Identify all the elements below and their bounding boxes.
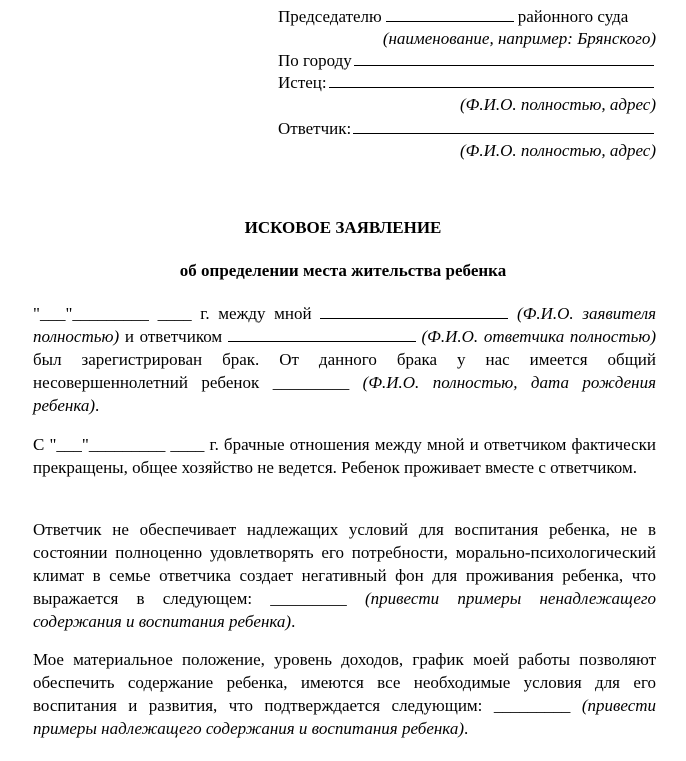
paragraph-defendant-conditions [33,518,656,633]
chair-suffix: районного суда [517,7,629,26]
p4-text-2: . [464,719,469,738]
p1-text-4: . [95,396,100,415]
p4-text-1: Мое материальное положение, уровень доходов, график моей работы позволяют обеспечить содержание ребенка, имеются все необходимые условия для его воспитания и развития, что подтверждается следующим: _________ [33,650,656,715]
p1-hint-1: (Ф.И.О. заявителя полностью) [33,304,657,346]
city-blank [354,51,654,66]
p4-hint-1: (привести примеры надлежащего содержания и воспитания ребенка) [33,696,657,738]
p2-text: С "___"_________ ____ г. брачные отношения между мной и ответчиком фактически прекращены, общее хозяйство не ведется. Ребенок проживает вместе с ответчиком. [33,435,656,477]
plaintiff-line [278,71,656,93]
defendant-label: Ответчик: [278,119,352,138]
p3-text-2: . [291,612,296,631]
p1-hint-2: (Ф.И.О. ответчика полностью) [421,327,657,346]
p1-text-1: "___"_________ ____ г. между мной [33,304,312,323]
paragraph-plaintiff-conditions [33,648,656,740]
p1-text-2: и ответчиком [124,327,223,346]
plaintiff-blank [329,73,654,88]
defendant-line [278,117,656,139]
paragraph-marriage [33,302,656,417]
p3-hint-1: (привести примеры ненадлежащего содержания и воспитания ребенка) [33,589,656,631]
city-label: По городу [278,51,352,70]
court-hint: (наименование, например: Брянского) [382,29,656,48]
p1-hint-3: (Ф.И.О. полностью, дата рождения ребенка) [33,373,656,415]
court-name-blank [386,7,514,22]
defendant-hint: (Ф.И.О. полностью, адрес) [460,141,656,160]
document-subtitle: об определении места жительства ребенка [179,261,507,280]
chair-line [278,5,656,27]
paragraph-separation [33,433,656,479]
chair-prefix: Председателю [278,7,382,26]
p1-text-3: был зарегистрирован брак. От данного брака у нас имеется общий несовершеннолетний ребенок _________ [33,350,656,392]
city-line [278,49,656,71]
p1-blank-1 [320,304,508,319]
document-title: ИСКОВОЕ ЗАЯВЛЕНИЕ [244,218,442,237]
defendant-blank [353,119,654,134]
p1-blank-2 [228,327,416,342]
plaintiff-label: Истец: [278,73,327,92]
plaintiff-hint: (Ф.И.О. полностью, адрес) [460,95,656,114]
addressee-block [278,5,656,161]
p3-text-1: Ответчик не обеспечивает надлежащих условий для воспитания ребенка, не в состоянии полноценно удовлетворять его потребности, морально-психологический климат в семье ответчика создает негативный фон для проживания ребенка, что выражается в следующем: _________ [33,520,656,608]
